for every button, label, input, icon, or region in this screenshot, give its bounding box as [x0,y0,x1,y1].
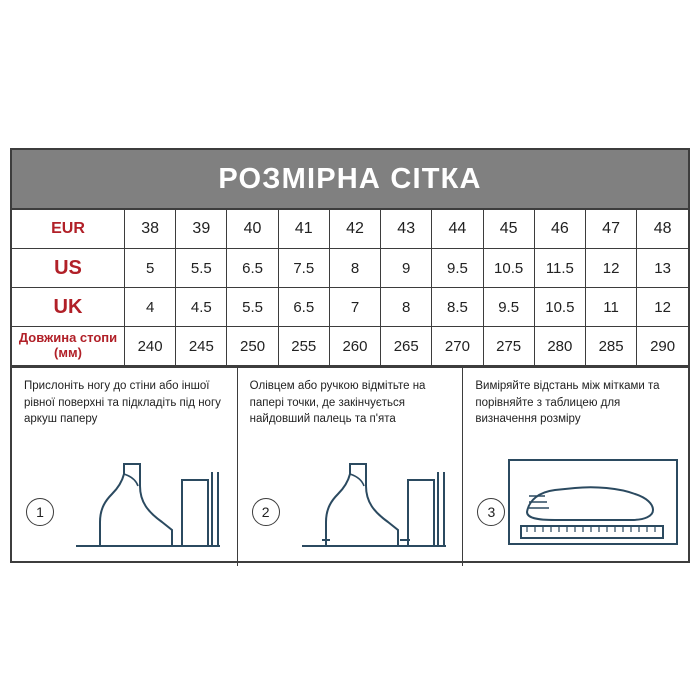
cell: 11.5 [534,249,585,288]
step-text: Олівцем або ручкою відмітьте на папері точки, де закінчується найдовший палець та п'ята [249,380,426,426]
chart-header [12,150,688,210]
step-number-badge: 1 [26,498,54,526]
cell: 285 [585,327,636,366]
cell: 12 [585,249,636,288]
table-row [12,249,688,288]
foot-against-wall-icon [12,450,237,560]
instructions [12,366,688,566]
table-row [12,327,688,366]
instruction-step-1 [12,368,237,566]
foot-marking-points-icon [238,450,463,560]
cell: 270 [432,327,483,366]
cell: 44 [432,210,483,249]
cell: 9.5 [432,249,483,288]
cell: 5 [125,249,176,288]
cell: 13 [637,249,688,288]
size-table [12,210,688,366]
cell: 255 [278,327,329,366]
instruction-step-2 [237,368,463,566]
cell: 240 [125,327,176,366]
cell: 9.5 [483,288,534,327]
step-text: Прислоніть ногу до стіни або іншої рівної поверхні та підкладіть під ногу аркуш паперу [24,380,221,426]
row-label-foot-length: Довжина стопи (мм) [12,327,125,366]
cell: 8.5 [432,288,483,327]
cell: 290 [637,327,688,366]
instruction-step-3 [462,368,688,566]
cell: 280 [534,327,585,366]
cell: 9 [381,249,432,288]
cell: 260 [329,327,380,366]
cell: 7.5 [278,249,329,288]
foot-with-ruler-icon [463,450,688,560]
cell: 48 [637,210,688,249]
cell: 6.5 [278,288,329,327]
cell: 5.5 [176,249,227,288]
cell: 245 [176,327,227,366]
cell: 39 [176,210,227,249]
table-row [12,288,688,327]
cell: 275 [483,327,534,366]
cell: 38 [125,210,176,249]
cell: 43 [381,210,432,249]
cell: 12 [637,288,688,327]
cell: 40 [227,210,278,249]
cell: 46 [534,210,585,249]
size-chart-card [10,148,690,563]
cell: 47 [585,210,636,249]
cell: 41 [278,210,329,249]
cell: 4 [125,288,176,327]
cell: 11 [585,288,636,327]
cell: 7 [329,288,380,327]
cell: 10.5 [483,249,534,288]
row-label-eur: EUR [12,210,125,249]
step-number-badge: 2 [252,498,280,526]
cell: 8 [381,288,432,327]
row-label-uk: UK [12,288,125,327]
cell: 250 [227,327,278,366]
table-row [12,210,688,249]
cell: 45 [483,210,534,249]
cell: 4.5 [176,288,227,327]
cell: 42 [329,210,380,249]
page-title: РОЗМІРНА СІТКА [218,162,482,195]
step-text: Виміряйте відстань між мітками та порівняйте з таблицею для визначення розміру [475,380,660,426]
cell: 8 [329,249,380,288]
cell: 10.5 [534,288,585,327]
cell: 265 [381,327,432,366]
step-number-badge: 3 [477,498,505,526]
cell: 5.5 [227,288,278,327]
row-label-us: US [12,249,125,288]
cell: 6.5 [227,249,278,288]
